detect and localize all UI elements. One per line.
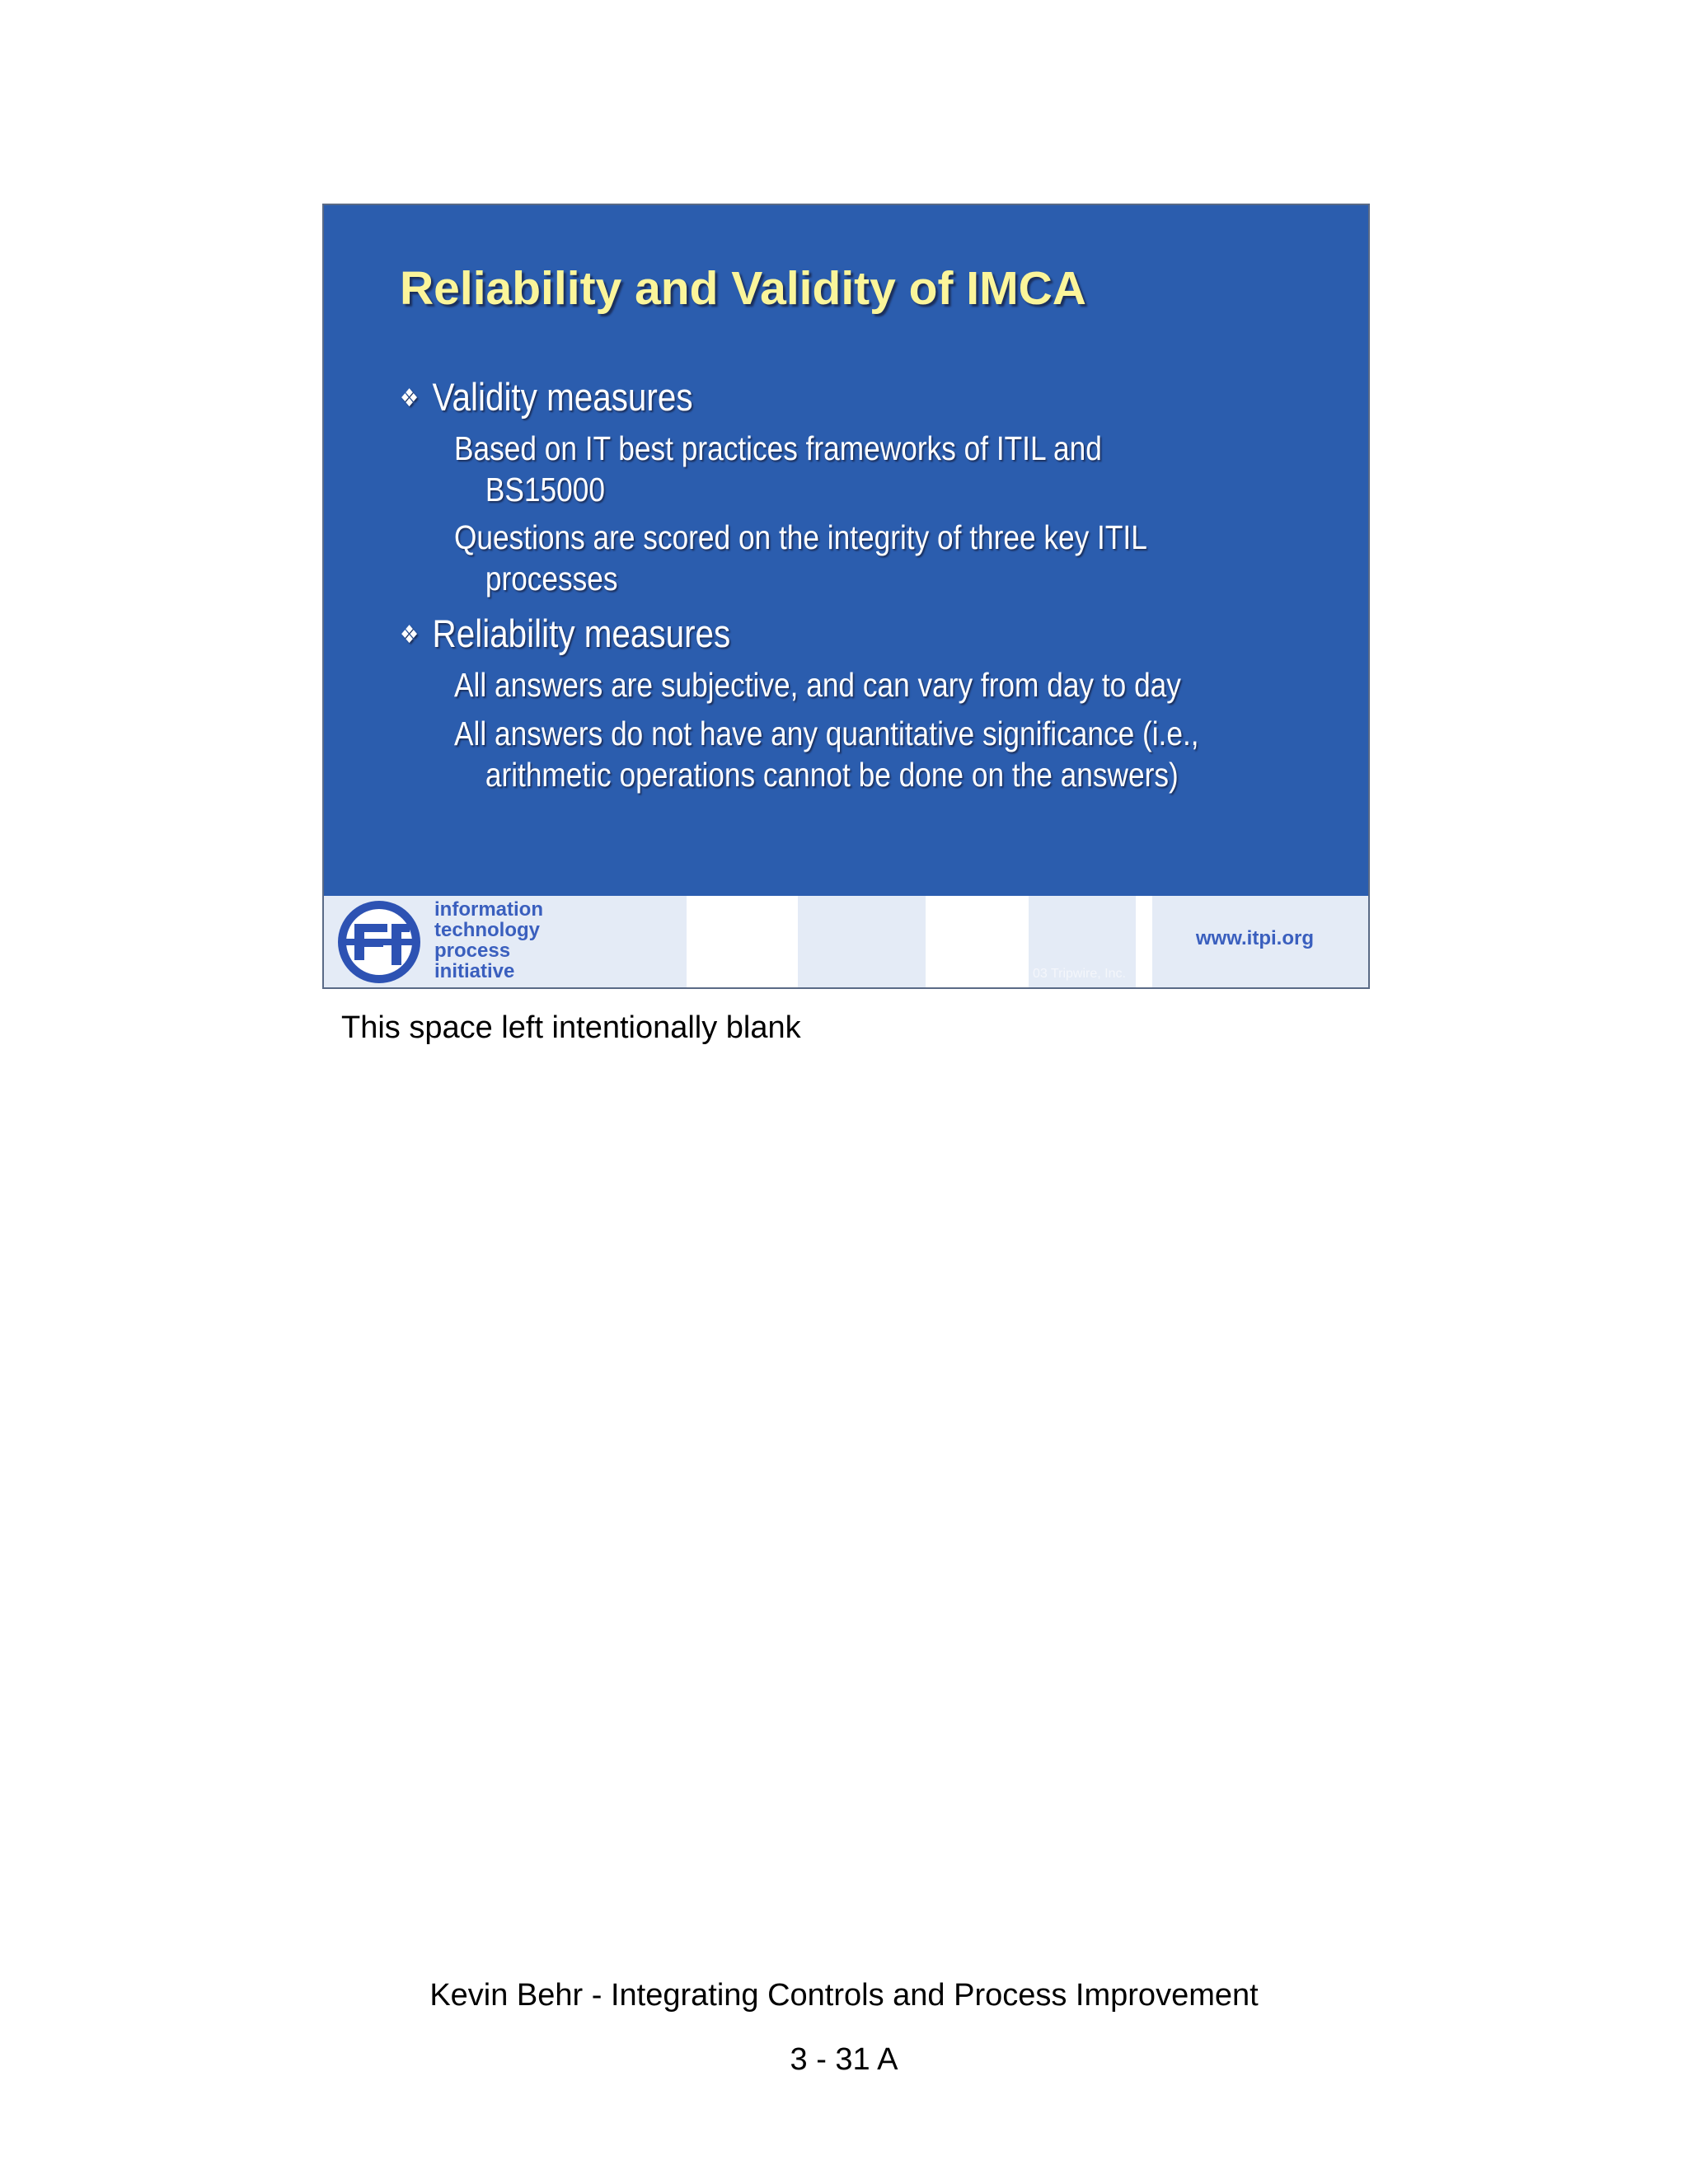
slide-footer	[324, 896, 1368, 987]
sub-item-text: Questions are scored on the integrity of three key ITIL	[454, 518, 1147, 556]
bullet-heading: Reliability measures	[432, 612, 731, 655]
sub-item-text: All answers do not have any quantitative significance (i.e.,	[454, 715, 1199, 752]
sub-item	[454, 664, 1181, 705]
sub-item-continuation: BS15000	[485, 471, 605, 509]
itpi-logo-icon	[334, 899, 424, 985]
itpi-wordmark: information technology process initiative	[434, 898, 543, 982]
sub-item-continuation: arithmetic operations cannot be done on the answers)	[485, 756, 1179, 794]
diamond-bullet-icon: ❖	[400, 385, 420, 412]
sub-item-text: All answers are subjective, and can vary from day to day	[454, 666, 1181, 704]
slide-title: Reliability and Validity of IMCA	[400, 262, 1086, 315]
blank-space-note: This space left intentionally blank	[341, 1010, 801, 1045]
sub-item-continuation: processes	[485, 560, 618, 598]
footer-credit: Kevin Behr - Integrating Controls and Process Improvement	[429, 1978, 1259, 2013]
sub-item-text: Based on IT best practices frameworks of ITIL and	[454, 429, 1102, 467]
sub-item	[454, 713, 1199, 795]
faint-copyright: 03 Tripwire, Inc.	[1033, 967, 1126, 981]
sub-item	[454, 428, 1102, 510]
bullet-heading: Validity measures	[432, 375, 693, 419]
page-number: 3 - 31 A	[790, 2042, 898, 2077]
sub-item	[454, 517, 1147, 599]
bullet-reliability-measures	[400, 611, 730, 656]
presentation-slide	[322, 204, 1370, 989]
bullet-validity-measures	[400, 374, 693, 419]
diamond-bullet-icon: ❖	[400, 621, 420, 649]
site-url: www.itpi.org	[1195, 927, 1314, 949]
